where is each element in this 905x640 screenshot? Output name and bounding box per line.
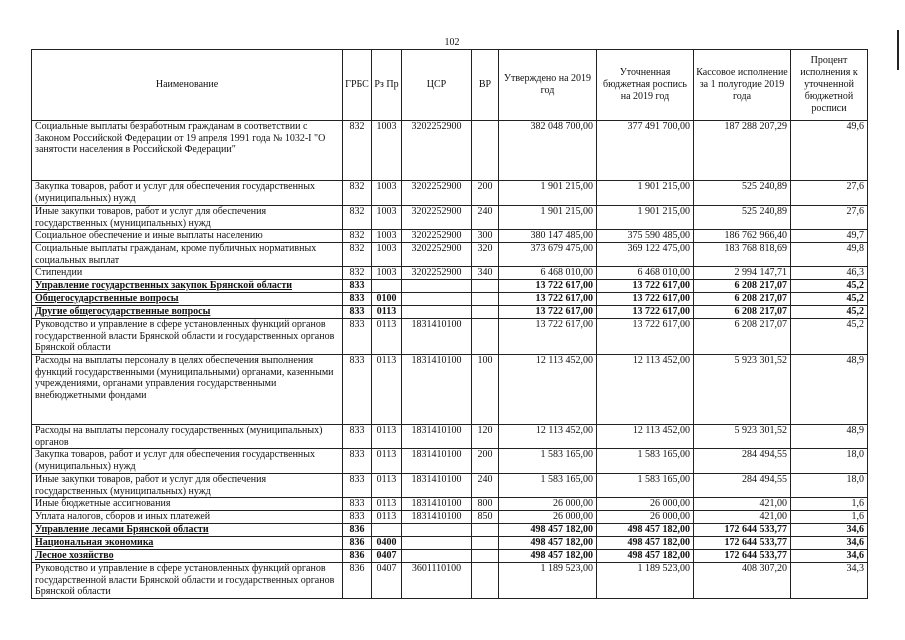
row-percent: 48,9 (791, 425, 868, 449)
row-approved: 1 901 215,00 (499, 181, 597, 206)
row-vr: 340 (472, 267, 499, 280)
row-grbs: 832 (343, 230, 372, 243)
row-refined: 498 457 182,00 (597, 537, 694, 550)
row-name: Другие общегосударственные вопросы (32, 306, 343, 319)
row-vr: 320 (472, 243, 499, 267)
row-approved: 380 147 485,00 (499, 230, 597, 243)
row-grbs: 832 (343, 243, 372, 267)
table-row (32, 181, 868, 206)
table-row (32, 206, 868, 230)
row-percent: 18,0 (791, 449, 868, 474)
row-name: Расходы на выплаты персоналу государственных (муниципальных) органов (32, 425, 343, 449)
row-grbs: 833 (343, 319, 372, 355)
row-rzpr: 0113 (372, 449, 402, 474)
row-csr: 3202252900 (402, 121, 472, 181)
row-csr: 3601110100 (402, 563, 472, 599)
row-rzpr: 0113 (372, 511, 402, 524)
page-number: 102 (444, 37, 460, 48)
row-percent: 45,2 (791, 293, 868, 306)
row-rzpr: 0400 (372, 537, 402, 550)
row-grbs: 833 (343, 498, 372, 511)
row-csr: 1831410100 (402, 498, 472, 511)
row-approved: 1 901 215,00 (499, 206, 597, 230)
header-rzpr: Рз Пр (372, 50, 402, 121)
row-grbs: 836 (343, 537, 372, 550)
row-csr: 1831410100 (402, 425, 472, 449)
row-name: Закупка товаров, работ и услуг для обеспечения государственных (муниципальных) нужд (32, 181, 343, 206)
row-csr: 3202252900 (402, 243, 472, 267)
row-vr: 200 (472, 449, 499, 474)
row-refined: 375 590 485,00 (597, 230, 694, 243)
scan-edge-mark (897, 30, 899, 70)
row-cash: 172 644 533,77 (694, 524, 791, 537)
row-name: Управление лесами Брянской области (32, 524, 343, 537)
row-refined: 1 583 165,00 (597, 474, 694, 498)
row-approved: 382 048 700,00 (499, 121, 597, 181)
row-grbs: 836 (343, 563, 372, 599)
row-cash: 186 762 966,40 (694, 230, 791, 243)
row-vr (472, 524, 499, 537)
header-csr: ЦСР (402, 50, 472, 121)
table-row (32, 306, 868, 319)
row-vr: 800 (472, 498, 499, 511)
row-name: Руководство и управление в сфере установленных функций органов государственной власти Брянской области и государственных органов Брянской области (32, 563, 343, 599)
row-cash: 172 644 533,77 (694, 537, 791, 550)
table-row (32, 563, 868, 599)
row-name: Иные закупки товаров, работ и услуг для обеспечения государственных (муниципальных) нужд (32, 206, 343, 230)
row-percent: 48,9 (791, 355, 868, 425)
row-csr: 3202252900 (402, 267, 472, 280)
row-refined: 13 722 617,00 (597, 319, 694, 355)
row-rzpr: 0113 (372, 498, 402, 511)
row-vr (472, 319, 499, 355)
table-row (32, 280, 868, 293)
table-row (32, 355, 868, 425)
row-approved: 373 679 475,00 (499, 243, 597, 267)
row-approved: 1 583 165,00 (499, 449, 597, 474)
table-row (32, 524, 868, 537)
row-cash: 284 494,55 (694, 474, 791, 498)
header-percent: Процент исполнения к уточненной бюджетной росписи (791, 50, 868, 121)
row-csr (402, 293, 472, 306)
row-refined: 12 113 452,00 (597, 425, 694, 449)
row-approved: 13 722 617,00 (499, 319, 597, 355)
row-refined: 1 901 215,00 (597, 181, 694, 206)
row-rzpr: 0407 (372, 563, 402, 599)
row-approved: 498 457 182,00 (499, 524, 597, 537)
row-vr (472, 537, 499, 550)
row-refined: 12 113 452,00 (597, 355, 694, 425)
row-rzpr: 0113 (372, 474, 402, 498)
row-refined: 1 189 523,00 (597, 563, 694, 599)
row-refined: 369 122 475,00 (597, 243, 694, 267)
row-percent: 34,6 (791, 524, 868, 537)
row-grbs: 833 (343, 425, 372, 449)
row-grbs: 833 (343, 293, 372, 306)
row-percent: 1,6 (791, 498, 868, 511)
header-grbs: ГРБС (343, 50, 372, 121)
row-grbs: 832 (343, 267, 372, 280)
row-refined: 13 722 617,00 (597, 280, 694, 293)
row-grbs: 833 (343, 511, 372, 524)
row-grbs: 836 (343, 524, 372, 537)
row-vr: 300 (472, 230, 499, 243)
header-cash: Кассовое исполнение за 1 полугодие 2019 года (694, 50, 791, 121)
row-rzpr: 1003 (372, 181, 402, 206)
row-cash: 5 923 301,52 (694, 355, 791, 425)
row-cash: 6 208 217,07 (694, 293, 791, 306)
table-body (32, 121, 868, 599)
row-refined: 26 000,00 (597, 511, 694, 524)
table-row (32, 550, 868, 563)
row-vr (472, 563, 499, 599)
row-approved: 13 722 617,00 (499, 280, 597, 293)
row-refined: 498 457 182,00 (597, 550, 694, 563)
row-cash: 284 494,55 (694, 449, 791, 474)
row-cash: 408 307,20 (694, 563, 791, 599)
row-rzpr (372, 280, 402, 293)
table-row (32, 121, 868, 181)
header-refined: Уточненная бюджетная роспись на 2019 год (597, 50, 694, 121)
row-cash: 525 240,89 (694, 206, 791, 230)
row-csr: 3202252900 (402, 206, 472, 230)
row-percent: 1,6 (791, 511, 868, 524)
row-csr (402, 550, 472, 563)
row-refined: 13 722 617,00 (597, 306, 694, 319)
row-approved: 26 000,00 (499, 498, 597, 511)
row-grbs: 836 (343, 550, 372, 563)
row-name: Стипендии (32, 267, 343, 280)
row-csr (402, 280, 472, 293)
row-vr: 120 (472, 425, 499, 449)
row-percent: 45,2 (791, 306, 868, 319)
row-percent: 34,6 (791, 550, 868, 563)
row-percent: 34,6 (791, 537, 868, 550)
table-row (32, 230, 868, 243)
row-csr: 1831410100 (402, 474, 472, 498)
row-rzpr: 0100 (372, 293, 402, 306)
row-name: Иные бюджетные ассигнования (32, 498, 343, 511)
row-name: Социальные выплаты безработным гражданам в соответствии с Законом Российской Федерации от 19 апреля 1991 года № 1032-I "О занятости населения в Российской Федерации" (32, 121, 343, 181)
row-rzpr: 1003 (372, 267, 402, 280)
row-refined: 13 722 617,00 (597, 293, 694, 306)
header-approved: Утверждено на 2019 год (499, 50, 597, 121)
row-name: Национальная экономика (32, 537, 343, 550)
row-name: Социальное обеспечение и иные выплаты населению (32, 230, 343, 243)
row-grbs: 833 (343, 474, 372, 498)
row-cash: 6 208 217,07 (694, 306, 791, 319)
table-row (32, 319, 868, 355)
header-row (32, 50, 868, 121)
row-csr: 3202252900 (402, 230, 472, 243)
row-vr: 200 (472, 181, 499, 206)
table-row (32, 474, 868, 498)
row-cash: 2 994 147,71 (694, 267, 791, 280)
row-vr: 240 (472, 206, 499, 230)
row-vr: 100 (472, 355, 499, 425)
row-name: Руководство и управление в сфере установленных функций органов государственной власти Брянской области и государственных органов Брянской области (32, 319, 343, 355)
row-cash: 421,00 (694, 498, 791, 511)
table-row (32, 243, 868, 267)
row-rzpr: 0113 (372, 425, 402, 449)
row-approved: 12 113 452,00 (499, 355, 597, 425)
row-approved: 13 722 617,00 (499, 293, 597, 306)
row-rzpr: 1003 (372, 206, 402, 230)
row-percent: 45,2 (791, 280, 868, 293)
row-cash: 187 288 207,29 (694, 121, 791, 181)
row-percent: 45,2 (791, 319, 868, 355)
row-rzpr: 1003 (372, 230, 402, 243)
table-row (32, 498, 868, 511)
row-rzpr: 1003 (372, 121, 402, 181)
row-rzpr: 0113 (372, 306, 402, 319)
row-name: Общегосударственные вопросы (32, 293, 343, 306)
row-vr (472, 306, 499, 319)
row-name: Иные закупки товаров, работ и услуг для обеспечения государственных (муниципальных) нужд (32, 474, 343, 498)
row-csr: 1831410100 (402, 355, 472, 425)
row-csr (402, 306, 472, 319)
row-name: Лесное хозяйство (32, 550, 343, 563)
row-percent: 49,7 (791, 230, 868, 243)
row-approved: 1 583 165,00 (499, 474, 597, 498)
row-percent: 46,3 (791, 267, 868, 280)
row-percent: 27,6 (791, 181, 868, 206)
row-vr (472, 280, 499, 293)
row-percent: 49,6 (791, 121, 868, 181)
row-approved: 13 722 617,00 (499, 306, 597, 319)
row-csr: 1831410100 (402, 449, 472, 474)
header-name: Наименование (32, 50, 343, 121)
row-percent: 27,6 (791, 206, 868, 230)
row-cash: 421,00 (694, 511, 791, 524)
row-refined: 26 000,00 (597, 498, 694, 511)
row-cash: 183 768 818,69 (694, 243, 791, 267)
row-csr: 1831410100 (402, 511, 472, 524)
row-name: Расходы на выплаты персоналу в целях обеспечения выполнения функций государственными (муниципальными) органами, казенными учреждениями, органами управления государственными внебюджетными фондами (32, 355, 343, 425)
table-row (32, 449, 868, 474)
row-cash: 525 240,89 (694, 181, 791, 206)
row-percent: 18,0 (791, 474, 868, 498)
row-vr: 240 (472, 474, 499, 498)
row-rzpr: 0113 (372, 355, 402, 425)
row-refined: 377 491 700,00 (597, 121, 694, 181)
row-name: Уплата налогов, сборов и иных платежей (32, 511, 343, 524)
row-grbs: 833 (343, 280, 372, 293)
row-vr (472, 121, 499, 181)
row-approved: 498 457 182,00 (499, 537, 597, 550)
row-refined: 1 583 165,00 (597, 449, 694, 474)
row-grbs: 833 (343, 449, 372, 474)
row-rzpr: 0407 (372, 550, 402, 563)
row-percent: 49,8 (791, 243, 868, 267)
row-cash: 6 208 217,07 (694, 319, 791, 355)
row-rzpr (372, 524, 402, 537)
row-name: Социальные выплаты гражданам, кроме публичных нормативных социальных выплат (32, 243, 343, 267)
budget-table (31, 49, 868, 599)
row-refined: 6 468 010,00 (597, 267, 694, 280)
row-grbs: 833 (343, 306, 372, 319)
row-grbs: 832 (343, 181, 372, 206)
row-approved: 498 457 182,00 (499, 550, 597, 563)
row-grbs: 833 (343, 355, 372, 425)
row-csr (402, 524, 472, 537)
row-csr: 3202252900 (402, 181, 472, 206)
row-grbs: 832 (343, 206, 372, 230)
row-vr: 850 (472, 511, 499, 524)
row-approved: 6 468 010,00 (499, 267, 597, 280)
row-cash: 5 923 301,52 (694, 425, 791, 449)
row-approved: 1 189 523,00 (499, 563, 597, 599)
row-rzpr: 1003 (372, 243, 402, 267)
row-approved: 12 113 452,00 (499, 425, 597, 449)
row-grbs: 832 (343, 121, 372, 181)
row-csr: 1831410100 (402, 319, 472, 355)
row-cash: 172 644 533,77 (694, 550, 791, 563)
row-refined: 1 901 215,00 (597, 206, 694, 230)
row-vr (472, 550, 499, 563)
row-cash: 6 208 217,07 (694, 280, 791, 293)
table-row (32, 425, 868, 449)
table-row (32, 267, 868, 280)
header-vr: ВР (472, 50, 499, 121)
table-row (32, 511, 868, 524)
table-row (32, 537, 868, 550)
row-name: Закупка товаров, работ и услуг для обеспечения государственных (муниципальных) нужд (32, 449, 343, 474)
row-rzpr: 0113 (372, 319, 402, 355)
row-name: Управление государственных закупок Брянской области (32, 280, 343, 293)
row-percent: 34,3 (791, 563, 868, 599)
table-row (32, 293, 868, 306)
row-vr (472, 293, 499, 306)
row-csr (402, 537, 472, 550)
row-refined: 498 457 182,00 (597, 524, 694, 537)
row-approved: 26 000,00 (499, 511, 597, 524)
